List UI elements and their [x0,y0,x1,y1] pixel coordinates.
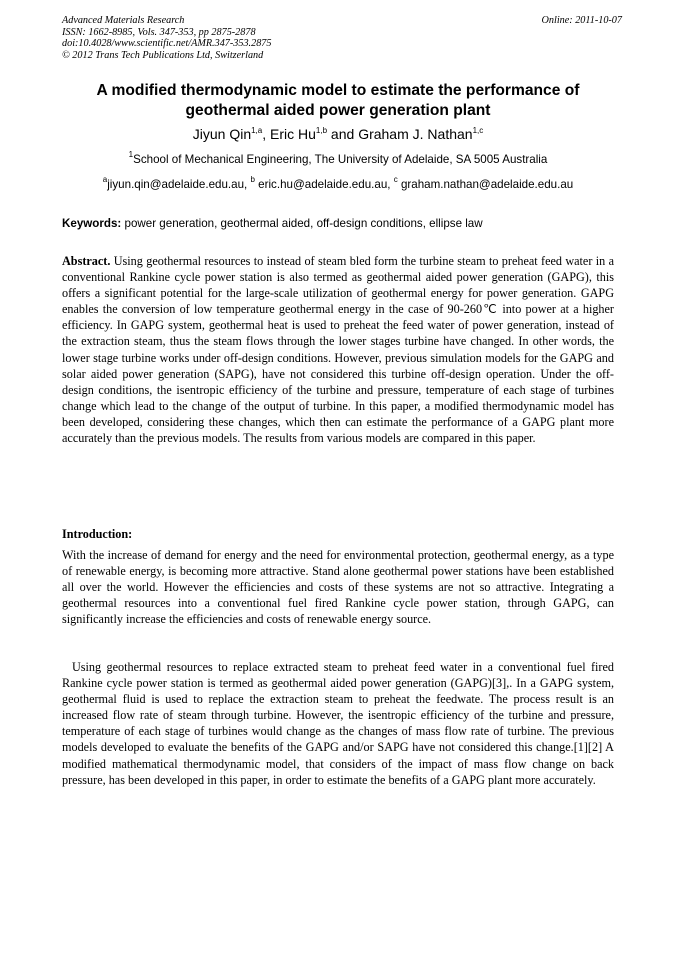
affiliation-marker: 1 [128,150,134,159]
email-b: eric.hu@adelaide.edu.au, [254,178,394,191]
doi-line: doi:10.4028/www.scientific.net/AMR.347-353.2875 [62,38,272,49]
email-c-marker: c [393,175,398,184]
copyright-line: © 2012 Trans Tech Publications Ltd, Switzerland [62,49,264,61]
title-line-1: A modified thermodynamic model to estimate the performance of [96,82,580,99]
author-list [62,125,614,143]
issn-line: ISSN: 1662-8985, Vols. 347-353, pp 2875-2878 [62,26,256,38]
introduction-heading: Introduction: [62,527,133,541]
email-b-marker: b [250,175,255,184]
email-a: jiyun.qin@adelaide.edu.au, [107,178,251,191]
email-c: graham.nathan@adelaide.edu.au [397,178,574,191]
paragraph-text: With the increase of demand for energy and the need for environmental protection, geothermal energy, as a type of renewable energy, is becoming more attractive. Stand alone geothermal power stations have been established all over the world. However the efficiencies and costs of these systems are not so attractive. Integrating a geothermal resources into a conventional fuel fired Rankine cycle power station, through GAPG, can significantly increase the efficiencies and costs of renewable energy source. [62,548,614,627]
paper-title [62,81,614,121]
online-date: Online: 2011-10-07 [541,15,622,26]
paragraph-text: Using geothermal resources to replace extracted steam to preheat feed water in a conventional fuel fired Rankine cycle power station is termed as geothermal aided power generation (GAPG)[3],. In a GAPG system, geothermal fluid is used to replace the extraction steam to preheat the feedwate. The process result is an increased flow rate of steam through turbine. However, the isentropic efficiency of the turbine and pressure, temperature of each stage of turbines would change as the changes of mass flow rate of turbine. The previous models developed to evaluate the benefits of the GAPG and/or SAPG have not considered this change.[1][2] A modified mathematical thermodynamic model, that considers of the impact of mass flow change on back pressure, has been developed in this paper, in order to estimate the benefits of a GAPG plant more accurately. [62,660,614,787]
author-1-affil: 1,a [251,126,263,135]
keywords-text: power generation, geothermal aided, off-design conditions, ellipse law [121,217,483,230]
journal-name: Advanced Materials Research [62,15,185,26]
introduction-paragraph-2 [62,659,614,788]
abstract [62,253,614,446]
author-2-affil: 1,b [315,126,328,135]
affiliation-text: School of Mechanical Engineering, The University of Adelaide, SA 5005 Australia [133,153,548,166]
affiliation [62,152,614,168]
email-a-marker: a [102,175,108,184]
abstract-paragraph [62,253,614,446]
title-line-2: geothermal aided power generation plant [185,102,491,119]
author-separator: , [262,126,271,142]
author-3-affil: 1,c [472,126,484,135]
introduction-paragraph-1 [62,547,614,627]
abstract-label: Abstract. [62,254,111,268]
journal-header [62,15,622,61]
author-3: Graham J. Nathan [358,126,473,142]
keywords-label: Keywords: [62,217,122,230]
author-1: Jiyun Qin [192,126,252,142]
author-emails [62,177,614,193]
author-separator: and [327,126,359,142]
keywords [62,216,614,232]
author-2: Eric Hu [270,126,316,142]
abstract-text: Using geothermal resources to instead of steam bled form the turbine steam to preheat feed water in a conventional Rankine cycle power station is also termed as geothermal aided power generation (GAPG), this offers a significant potential for the large-scale utilization of geothermal energy for power generation. GAPG enables the conversion of low temperature geothermal energy in the case of 90-260℃ into power at a higher efficiency. In GAPG system, geothermal heat is used to preheat the feed water of power generation, instead of the extraction steam, thus the steam flows through the lower stages turbine have changed. In other words, the lower stage turbine works under off-design conditions. However, previous simulation models for the GAPG and solar aided power generation (SAPG), have not considered this turbine off-design operation. Under the off-design conditions, the isentropic efficiency of the turbine and pressure, temperature of each stage of turbines change which lead to the change of the output of turbine. In this paper, a modified thermodynamic model has been developed, considering these changes, which then can estimate the performance of a GAPG plant more accurately than the previous models. The results from various models are compared in this paper. [62,254,614,446]
